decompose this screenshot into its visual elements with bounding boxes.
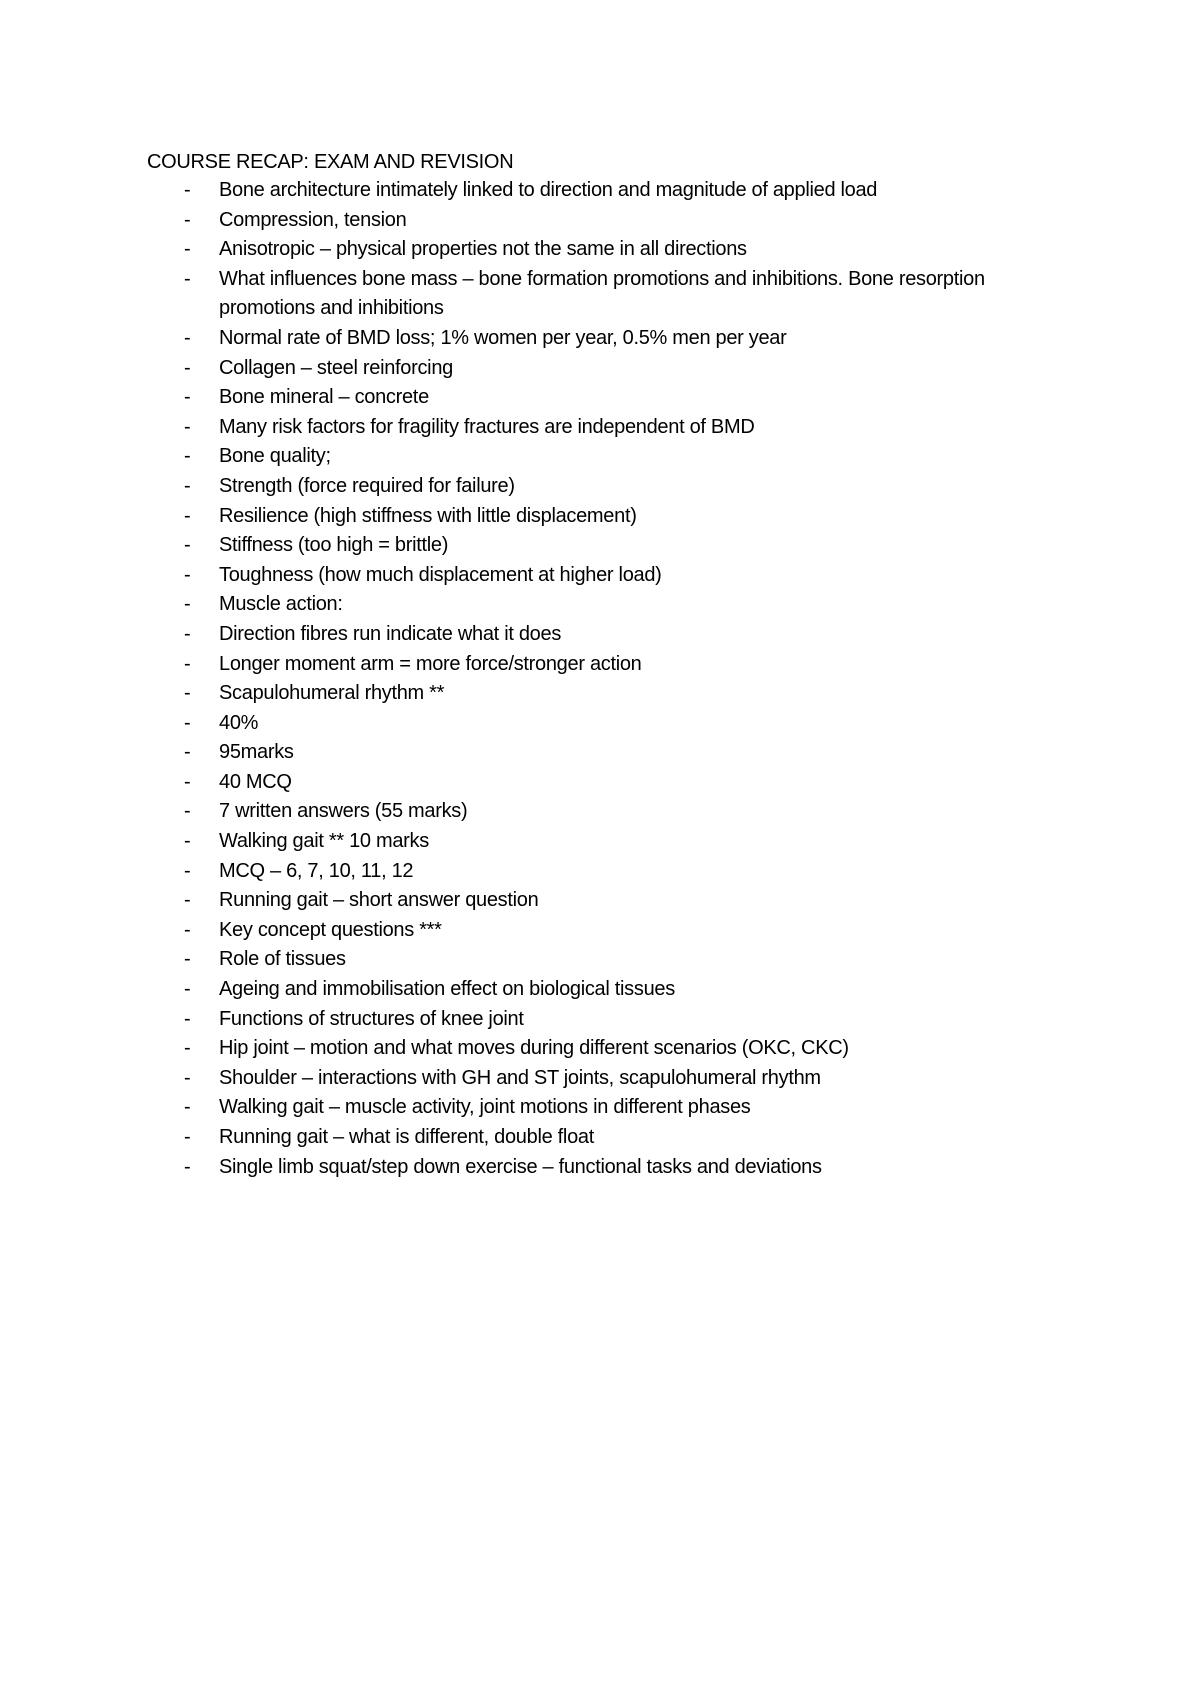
bullet-dash: - bbox=[184, 978, 191, 1001]
list-item-text: Running gait – short answer question bbox=[219, 889, 539, 912]
bullet-dash: - bbox=[184, 179, 191, 201]
list-item bbox=[147, 975, 1047, 1005]
bullet-dash: - bbox=[184, 711, 191, 734]
list-item bbox=[147, 354, 1047, 384]
bullet-dash: - bbox=[184, 1126, 191, 1148]
bullet-dash: - bbox=[184, 948, 191, 971]
list-item-text: Collagen – steel reinforcing bbox=[219, 356, 453, 379]
list-item-text: Single limb squat/step down exercise – functional tasks and deviations bbox=[219, 1155, 822, 1178]
list-item bbox=[147, 561, 1047, 591]
bullet-dash: - bbox=[184, 534, 191, 557]
bullet-dash: - bbox=[184, 1155, 191, 1178]
list-item bbox=[147, 679, 1047, 709]
list-item bbox=[147, 916, 1047, 946]
list-item bbox=[147, 650, 1047, 680]
list-item-text: Walking gait – muscle activity, joint motions in different phases bbox=[219, 1096, 751, 1119]
list-item bbox=[147, 827, 1047, 857]
list-item bbox=[147, 383, 1047, 413]
list-item bbox=[147, 442, 1047, 472]
list-item-text: Strength (force required for failure) bbox=[219, 474, 515, 497]
list-item bbox=[147, 531, 1047, 561]
bullet-dash: - bbox=[184, 267, 191, 290]
list-item bbox=[147, 857, 1047, 887]
bullet-dash: - bbox=[184, 563, 191, 586]
bullet-dash: - bbox=[184, 415, 191, 438]
bullet-dash: - bbox=[184, 770, 191, 793]
bullet-dash: - bbox=[184, 1066, 191, 1089]
list-item bbox=[147, 235, 1047, 265]
bullet-dash: - bbox=[184, 326, 191, 349]
list-item bbox=[147, 709, 1047, 739]
bullet-dash: - bbox=[184, 800, 191, 823]
list-item bbox=[147, 886, 1047, 916]
bullet-dash: - bbox=[184, 238, 191, 261]
list-item-text: Normal rate of BMD loss; 1% women per year, 0.5% men per year bbox=[219, 326, 787, 349]
bullet-dash: - bbox=[184, 445, 191, 468]
bullet-dash: - bbox=[184, 504, 191, 527]
list-item-text: 40 MCQ bbox=[219, 770, 292, 793]
list-item-text: Anisotropic – physical properties not the same in all directions bbox=[219, 238, 747, 261]
list-item bbox=[147, 1123, 1047, 1153]
list-item bbox=[147, 1005, 1047, 1035]
list-item bbox=[147, 738, 1047, 768]
bullet-dash: - bbox=[184, 889, 191, 912]
bullet-dash: - bbox=[184, 622, 191, 645]
list-item bbox=[147, 206, 1047, 236]
bullet-dash: - bbox=[184, 356, 191, 379]
list-item-text: Hip joint – motion and what moves during different scenarios (OKC, CKC) bbox=[219, 1037, 849, 1060]
bullet-dash: - bbox=[184, 918, 191, 941]
list-item bbox=[147, 590, 1047, 620]
list-item-text: 95marks bbox=[219, 741, 294, 764]
list-item-text: Shoulder – interactions with GH and ST joints, scapulohumeral rhythm bbox=[219, 1066, 821, 1089]
list-item bbox=[147, 1064, 1047, 1094]
list-item bbox=[147, 324, 1047, 354]
document-title: COURSE RECAP: EXAM AND REVISION bbox=[147, 151, 514, 173]
list-item-text: Ageing and immobilisation effect on biological tissues bbox=[219, 978, 675, 1001]
list-item bbox=[147, 265, 1047, 324]
list-item-text: Muscle action: bbox=[219, 593, 343, 616]
bullet-dash: - bbox=[184, 741, 191, 764]
bullet-dash: - bbox=[184, 1096, 191, 1119]
list-item-text: Many risk factors for fragility fractures are independent of BMD bbox=[219, 415, 755, 438]
bullet-dash: - bbox=[184, 208, 191, 231]
list-item bbox=[147, 620, 1047, 650]
list-item bbox=[147, 945, 1047, 975]
list-item-text: Bone architecture intimately linked to direction and magnitude of applied load bbox=[219, 179, 878, 201]
list-item-text: 40% bbox=[219, 711, 259, 734]
list-item bbox=[147, 1093, 1047, 1123]
list-item-text: Toughness (how much displacement at higher load) bbox=[219, 563, 662, 586]
bullet-dash: - bbox=[184, 682, 191, 705]
bullet-list bbox=[147, 176, 1047, 1182]
list-item-text: Bone quality; bbox=[219, 445, 331, 468]
list-item-text: What influences bone mass – bone formation promotions and inhibitions. Bone resorption promotions and inhibitions bbox=[219, 267, 985, 320]
list-item-text: Scapulohumeral rhythm ** bbox=[219, 682, 445, 705]
bullet-dash: - bbox=[184, 1037, 191, 1060]
bullet-dash: - bbox=[184, 474, 191, 497]
list-item bbox=[147, 1153, 1047, 1183]
list-item-text: Stiffness (too high = brittle) bbox=[219, 534, 449, 557]
list-item-text: 7 written answers (55 marks) bbox=[219, 800, 468, 823]
list-item-text: Bone mineral – concrete bbox=[219, 386, 429, 409]
list-item bbox=[147, 413, 1047, 443]
list-item-text: Compression, tension bbox=[219, 208, 407, 231]
list-item-text: Role of tissues bbox=[219, 948, 346, 971]
list-item-text: Direction fibres run indicate what it does bbox=[219, 622, 562, 645]
bullet-dash: - bbox=[184, 830, 191, 853]
list-item-text: Longer moment arm = more force/stronger action bbox=[219, 652, 642, 675]
list-item bbox=[147, 176, 1047, 206]
bullet-dash: - bbox=[184, 386, 191, 409]
list-item bbox=[147, 797, 1047, 827]
list-item-text: Key concept questions *** bbox=[219, 918, 442, 941]
list-item-text: Walking gait ** 10 marks bbox=[219, 830, 429, 853]
list-item-text: Functions of structures of knee joint bbox=[219, 1007, 524, 1030]
bullet-dash: - bbox=[184, 652, 191, 675]
list-item-text: Resilience (high stiffness with little displacement) bbox=[219, 504, 637, 527]
list-item bbox=[147, 502, 1047, 532]
list-item-text: MCQ – 6, 7, 10, 11, 12 bbox=[219, 859, 414, 882]
list-item bbox=[147, 472, 1047, 502]
list-item bbox=[147, 768, 1047, 798]
list-item bbox=[147, 1034, 1047, 1064]
bullet-dash: - bbox=[184, 593, 191, 616]
list-item-text: Running gait – what is different, double float bbox=[219, 1126, 594, 1148]
bullet-dash: - bbox=[184, 1007, 191, 1030]
bullet-dash: - bbox=[184, 859, 191, 882]
